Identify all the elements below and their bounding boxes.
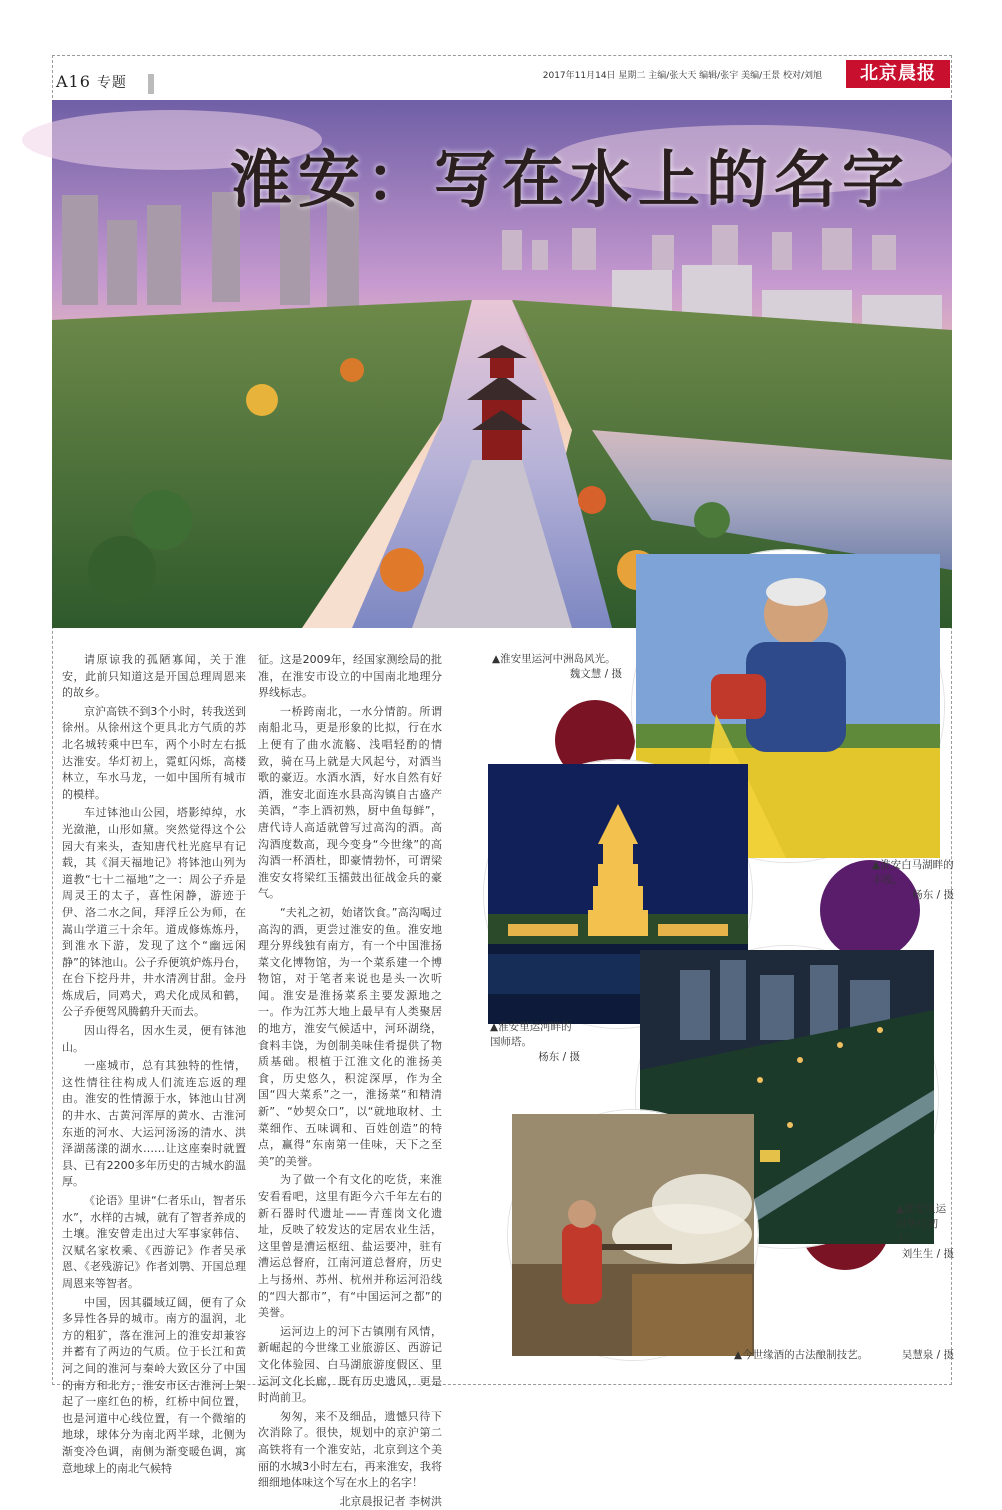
page-title: 淮安：写在水上的名字 [230, 143, 911, 216]
paragraph: 一座城市，总有其独特的性情，这性情往往构成人们流连忘返的理由。淮安的性情源于水，钵池山甘冽的井水、古黄河浑厚的黄水、古淮河东逝的河水、大运河汤汤的清水、洪泽湖荡漾的湖水……让这座秦时就置县、已有2200多年历史的古城水韵温厚。 [62, 1059, 246, 1189]
paragraph: 因山得名，因水生灵，便有钵池山。 [62, 1024, 246, 1054]
paragraph: 运河边上的河下古镇刚有风情，新崛起的今世缘工业旅游区、西游记文化体验园、白马湖旅游度假区、里运河文化长廊，既有历史遗风，更是时尚前卫。 [258, 1324, 442, 1405]
caption-liquor [734, 1348, 954, 1363]
photo-liquor-brewing [508, 1110, 758, 1360]
caption-pagoda [490, 1020, 580, 1065]
paragraph: 为了做一个有文化的吃货，来淮安看看吧，这里有距今六千年左右的新石器时代遗址——青莲岗文化遗址，反映了较发达的定居农业生活，这里曾是漕运枢纽、盐运要冲，驻有漕运总督府，江南河道总督府，历史上与扬州、苏州、杭州并称运河沿线的“四大都市”，有“中国运河之都”的美誉。 [258, 1173, 442, 1320]
page-header [52, 58, 952, 98]
caption-credit: 魏文慧 / 摄 [569, 668, 622, 680]
caption-text: ▲今世缘酒的古法酿制技艺。 [734, 1349, 869, 1361]
byline: 北京晨报记者 李树洪 [339, 1494, 442, 1508]
section-label: 专题 [96, 75, 127, 91]
caption-text: ▲淮安里运河畔的国师塔。 [490, 1021, 572, 1048]
paragraph: 一桥跨南北，一水分情韵。所谓南船北马，更是形象的比拟，行在水上便有了曲水流觞、浅唱轻酌的情致，骑在马上就是大风起兮，对酒当歌的豪迈。水酒水酒，好水自然有好酒，淮安北面连水县高沟镇自古盛产美酒，“李上酒初熟，厨中鱼每鲜”，唐代诗人高适就曾写过高沟的酒。高沟酒度数高，现今变身“今世缘”的高沟酒一杯酒杜，即豪情勃怀，可谓梁淮安女将梁红玉擂鼓出征战金兵的豪气。 [258, 704, 442, 901]
masthead-logo: 北京晨报 [846, 60, 950, 88]
paragraph: 请原谅我的孤陋寡闻，关于淮安，此前只知道这是开国总理周恩来的故乡。 [62, 653, 246, 700]
caption-text: ▲淮安里运河华灯初上。 [896, 1203, 947, 1245]
issue-meta: 2017年11月14日 星期二 主编/张大天 编辑/张宇 美编/王景 校对/刘旭 [542, 71, 822, 81]
caption-credit: 杨东 / 摄 [538, 1051, 580, 1063]
caption-text: ▲淮安里运河中洲岛风光。 [492, 653, 616, 665]
caption-credit: 刘生生 / 摄 [901, 1248, 954, 1260]
paragraph: “夫礼之初，始诸饮食。”高沟喝过高沟的酒，更尝过淮安的鱼。淮安地理分界线独有南方，有一个中国淮扬菜文化博物馆，为一个菜系建一个博物馆，对于笔者来说也是头一次听闻。淮安是淮扬菜系主要发源地之一。作为江苏大地上最早有人类聚居的地方，淮安气候适中，河环湖绕，食料丰饶，为创制美味佳肴提供了物质基础。根植于江淮文化的淮扬美食，历史悠久，积淀深厚，作为全国“四大菜系”之一，淮扬菜“和精清新”、“妙契众口”，以“就地取材、土菜细作、五味调和、百姓创造”的特点，赢得“东南第一佳味，天下之至美”的美誉。 [258, 905, 442, 1168]
paragraph: 中国，因其疆域辽阔，便有了众多异性各异的城市。南方的温润，北方的粗犷，落在淮河上的淮安却兼容并蓄有了两边的气质。位于长江和黄河之间的淮河与秦岭大致区分了中国的南方和北方，淮安市区古淮河上架起了一座红色的桥，红桥中间位置，也是河道中心线位置，有一个微缩的地球，球体分为南北两半球，北侧为渐变冷色调，南侧为渐变暖色调，寓意地球上的南北气候特 [62, 1295, 246, 1475]
hero-photo [52, 100, 952, 628]
caption-text: ▲淮安白马湖畔的丰收。 [872, 859, 954, 886]
article-column-1 [62, 652, 246, 1475]
page-number [56, 72, 127, 92]
paragraph: 《论语》里讲“仁者乐山，智者乐水”，水样的古城，就有了智者养成的土壤。淮安曾走出过大军事家韩信、汉赋名家枚乘、《西游记》作者吴承恩、《老残游记》作者刘鹗、开国总理周恩来等智者。 [62, 1194, 246, 1290]
caption-credit: 杨东 / 摄 [912, 889, 954, 901]
article-column-2 [258, 652, 442, 1508]
paragraph: 京沪高铁不到3个小时，转我送到徐州。从徐州这个更具北方气质的苏北名城转乘中巴车，两个小时左右抵达淮安。华灯初上，霓虹闪烁，高楼林立，车水马龙，一如中国所有城市的模样。 [62, 704, 246, 801]
caption-hero [492, 652, 622, 682]
paragraph: 车过钵池山公园，塔影绰绰，水光潋滟，山形如黛。突然觉得这个公园大有来头，查知唐代杜光庭早有记载，其《洞天福地记》将钵池山列为道教“七十二福地”之一：周公子乔是周灵王的太子，喜性闲静，游迹于伊、洛二水之间，拜浮丘公为师，在嵩山学道三十余年。道成修炼炼丹，到淮水下游，发现了这个“幽远闲静”的钵池山。公子乔便筑炉炼丹台，在台下挖丹井，井水清冽甘甜。金丹炼成后，同鸡犬，鸡犬化成凤和鹤，公子乔便驾风腾鹤升天而去。 [62, 806, 246, 1019]
page-number-label: A16 [56, 72, 91, 91]
paragraph: 匆匆，来不及细品，遗憾只待下次消除了。很快，规划中的京沪第二高铁将有一个淮安站，北京到这个美丽的水城3小时左右，再来淮安，我将细细地体味这个写在水上的名字！ [258, 1409, 442, 1490]
header-divider [148, 74, 154, 94]
paragraph: 征。这是2009年，经国家测绘局的批准，在淮安市设立的中国南北地理分界线标志。 [258, 653, 442, 700]
caption-credit: 吴慧泉 / 摄 [901, 1349, 954, 1361]
caption-canal [896, 1202, 954, 1262]
caption-baima [872, 858, 954, 903]
